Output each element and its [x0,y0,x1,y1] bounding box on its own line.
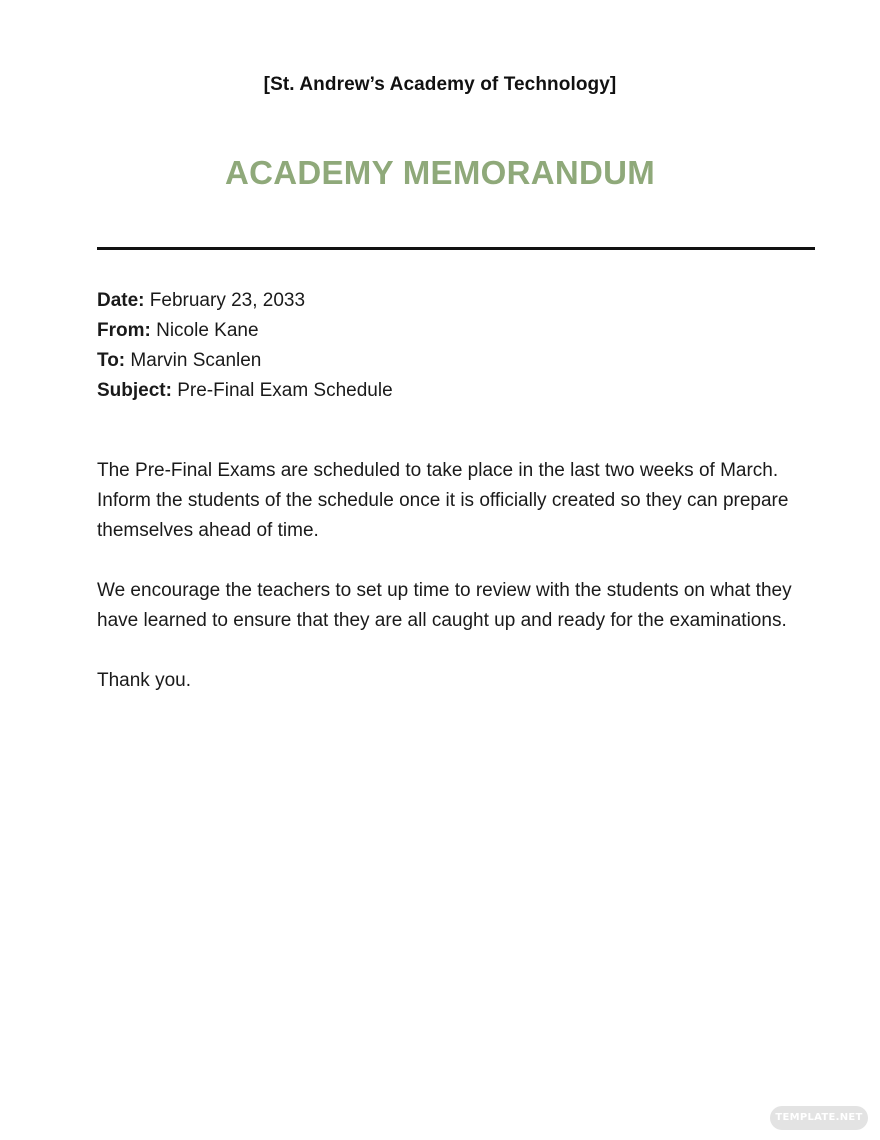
memo-header-fields [97,286,817,406]
subject-field [97,376,817,406]
header-divider [97,247,815,250]
subject-value: Pre-Final Exam Schedule [177,380,393,401]
date-value: February 23, 2033 [149,290,306,311]
to-field [97,346,817,376]
from-field [97,316,817,346]
memo-title: ACADEMY MEMORANDUM [224,154,656,191]
from-label: From: [97,320,151,341]
to-value: Marvin Scanlen [130,350,262,371]
from-value: Nicole Kane [156,320,259,341]
organization-name: [St. Andrew’s Academy of Technology] [263,74,617,95]
date-label: Date: [97,290,145,311]
closing-line: Thank you. [97,670,191,691]
body-paragraph: The Pre-Final Exams are scheduled to take place in the last two weeks of March. Inform the students of the schedule once it is officially created so they can prepare themselves ahead of time. [97,460,789,541]
template-net-watermark[interactable]: TEMPLATE.NET [770,1106,868,1130]
date-field [97,286,817,316]
subject-label: Subject: [97,380,172,401]
to-label: To: [97,350,126,371]
memo-body [97,456,802,726]
body-paragraph: We encourage the teachers to set up time to review with the students on what they have learned to ensure that they are all caught up and ready for the examinations. [97,580,792,631]
